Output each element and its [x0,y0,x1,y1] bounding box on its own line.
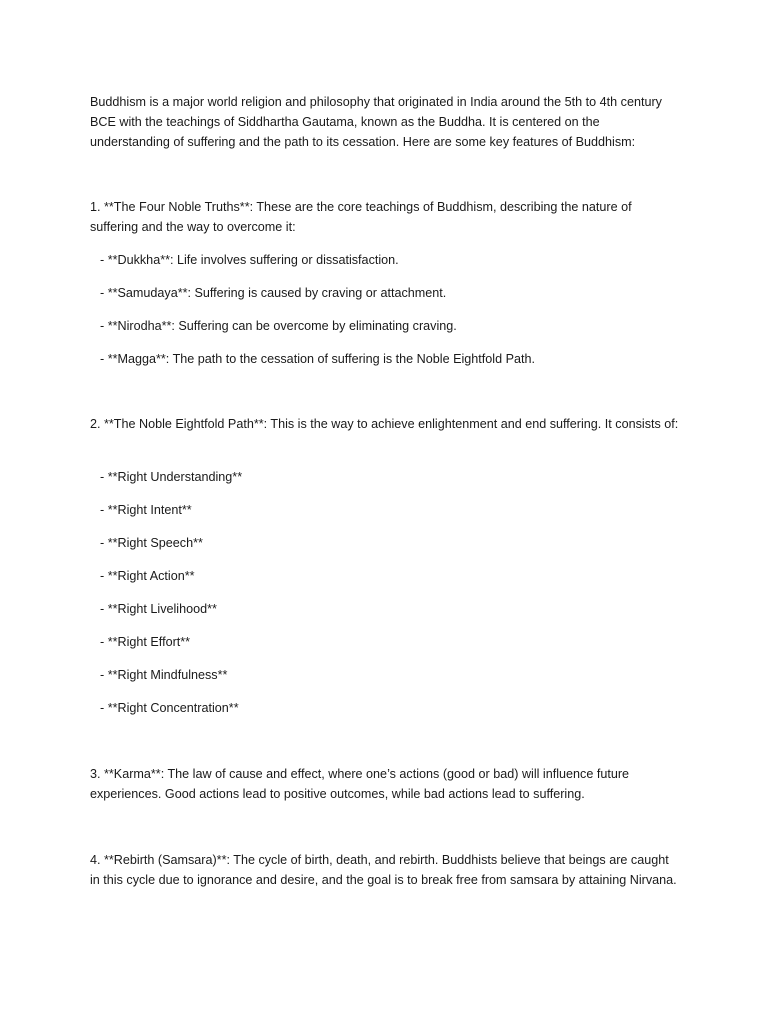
list-item: - **Dukkha**: Life involves suffering or dissatisfaction. [100,253,399,267]
list-item: - **Right Action** [100,569,195,583]
list-item: - **Right Understanding** [100,470,243,484]
list-item: - **Right Intent** [100,503,192,517]
list-item: - **Samudaya**: Suffering is caused by craving or attachment. [100,286,447,300]
section-1-heading: 1. **The Four Noble Truths**: These are the core teachings of Buddhism, describing the nature of suffering and the way to overcome it: [90,200,632,234]
section-2-heading: 2. **The Noble Eightfold Path**: This is the way to achieve enlightenment and end suffering. It consists of: [90,417,679,431]
list-item: - **Right Effort** [100,635,191,649]
list-item: - **Right Mindfulness** [100,668,228,682]
list-item: - **Right Livelihood** [100,602,217,616]
section-4-paragraph: 4. **Rebirth (Samsara)**: The cycle of birth, death, and rebirth. Buddhists believe that beings are caught in this cycle due to ignorance and desire, and the goal is to break free from samsara by attaining Nirvana. [90,853,677,887]
intro-paragraph: Buddhism is a major world religion and philosophy that originated in India around the 5th to 4th century BCE with the teachings of Siddhartha Gautama, known as the Buddha. It is centered on the understanding of suffering and the path to its cessation. Here are some key features of Buddhism: [90,95,662,149]
list-item: - **Magga**: The path to the cessation of suffering is the Noble Eightfold Path. [100,352,535,366]
list-item: - **Nirodha**: Suffering can be overcome by eliminating craving. [100,319,457,333]
section-3-paragraph: 3. **Karma**: The law of cause and effect, where one’s actions (good or bad) will influence future experiences. Good actions lead to positive outcomes, while bad actions lead to suffering. [90,767,630,801]
list-item: - **Right Speech** [100,536,203,550]
list-item: - **Right Concentration** [100,701,239,715]
